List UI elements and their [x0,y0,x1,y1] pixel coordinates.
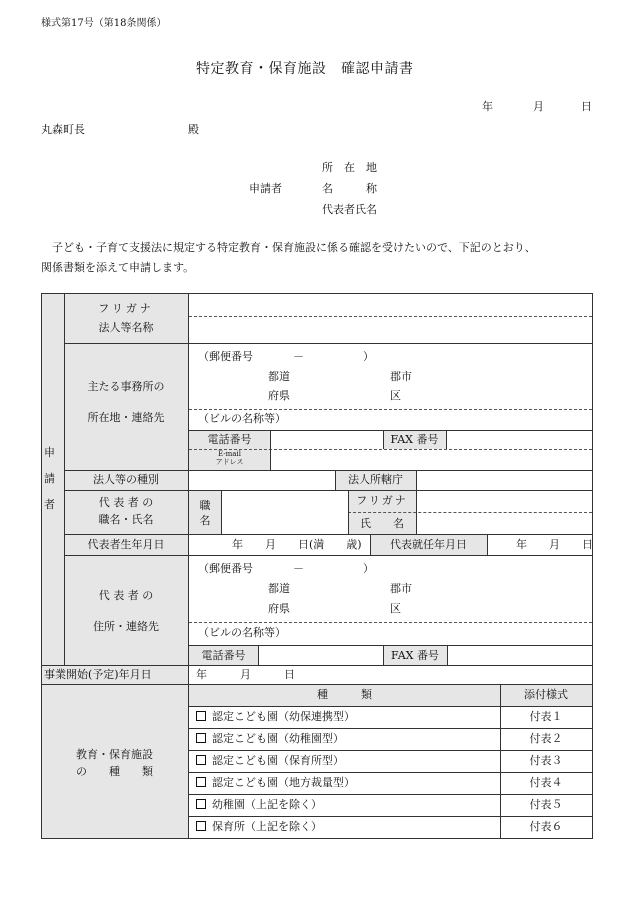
rep-birth-label: 代表者生年月日 [87,538,165,551]
intro-line-1: 子ども・子育て支援法に規定する特定教育・保育施設に係る確認を受けたいので、下記のとおり、 [41,241,536,254]
city-2: 区 [390,389,401,402]
intro-line-2: 関係書類を添えて申請します。 [41,261,195,274]
rep-label-2: 職名・氏名 [98,513,154,526]
rep-phone-label: 電話番号 [201,649,246,662]
kind-header: 種 類 [317,688,372,701]
office-label-1: 主たる事務所の [87,380,165,393]
phone-label: 電話番号 [207,433,252,446]
rep-addr-label-1: 代 表 者 の [98,589,154,602]
shade-facility-label [41,684,188,838]
rep-addr-label-2: 住所・連絡先 [93,620,159,633]
date-day: 日 [581,100,592,113]
honorific: 殿 [188,123,199,136]
date-month: 月 [533,100,544,113]
facility-option[interactable]: 認定こども園（幼稚園型） [196,733,344,744]
facility-attach: 付表６ [529,820,563,833]
checkbox-icon[interactable] [196,821,206,831]
postal-dash: － [293,350,304,363]
date-year: 年 [482,100,493,113]
rep-title-2: 名 [199,514,211,527]
facility-option[interactable]: 幼稚園（上記を除く） [196,799,322,810]
facility-label-1: 教育・保育施設 [76,748,153,761]
facility-attach: 付表３ [529,754,563,767]
pref-2: 府県 [268,389,290,402]
rep-fax-label: FAX 番号 [391,649,439,662]
rep-pref-2: 府県 [268,602,290,615]
attach-header: 添付様式 [524,688,568,701]
rep-postal-dash: － [293,562,304,575]
postal-open: （郵便番号 [198,350,253,363]
shade-rep-title [189,490,221,534]
form-title: 特定教育・保育施設 確認申請書 [196,61,414,77]
rep-city-2: 区 [390,602,401,615]
rep-label-1: 代 表 者 の [98,496,154,509]
checkbox-icon[interactable] [196,755,206,765]
fax-label: FAX 番号 [390,433,439,446]
facility-attach: 付表１ [529,710,563,723]
applicant-location-label: 所 在 地 [322,161,377,174]
rep-postal-open: （郵便番号 [198,562,253,575]
corp-authority-label: 法人所轄庁 [348,473,403,486]
facility-attach: 付表２ [529,732,563,745]
applicant-label: 申請者 [249,182,282,195]
facility-attach: 付表５ [529,798,563,811]
rep-appointed-label: 代表就任年月日 [390,538,467,551]
checkbox-icon[interactable] [196,733,206,743]
email-label: E-mail アドレス [215,450,244,466]
applicant-side-label: 申 請 者 [44,446,55,511]
applicant-representative-label: 代表者氏名 [322,203,377,216]
facility-label-2: の 種 類 [76,765,153,778]
facility-attach: 付表４ [529,776,563,789]
checkbox-icon[interactable] [196,711,206,721]
corp-name-label: 法人等名称 [98,321,154,334]
applicant-name-label: 名 称 [322,182,377,195]
checkbox-icon[interactable] [196,777,206,787]
start-date-label: 事業開始(予定)年月日 [44,668,152,681]
facility-option[interactable]: 保育所（上記を除く） [196,821,322,832]
checkbox-icon[interactable] [196,799,206,809]
city-1: 郡市 [390,370,412,383]
facility-option[interactable]: 認定こども園（幼保連携型） [196,711,355,722]
pref-1: 都道 [268,370,290,383]
rep-appointed-value: 年 月 日 [516,538,593,551]
rep-building-label: （ビルの名称等） [198,626,286,639]
furigana-label: フリガナ [98,302,154,315]
postal-close: ） [363,350,374,363]
rep-furigana-label: フリガナ [356,494,408,507]
rep-postal-close: ） [363,562,374,575]
form-number: 様式第17号（第18条関係） [41,18,167,29]
rep-birth-value: 年 月 日(満 歳) [232,538,362,551]
start-date-value: 年 月 日 [196,668,295,681]
building-label: （ビルの名称等） [198,412,286,425]
rep-city-1: 郡市 [390,582,412,595]
rep-pref-1: 都道 [268,582,290,595]
facility-option[interactable]: 認定こども園（保育所型） [196,755,344,766]
office-label-2: 所在地・連絡先 [87,411,165,424]
facility-option[interactable]: 認定こども園（地方裁量型） [196,777,355,788]
addressee: 丸森町長 [41,123,85,136]
rep-title-1: 職 [199,499,211,512]
corp-type-label: 法人等の種別 [93,473,159,486]
rep-name-label: 氏 名 [360,517,404,530]
